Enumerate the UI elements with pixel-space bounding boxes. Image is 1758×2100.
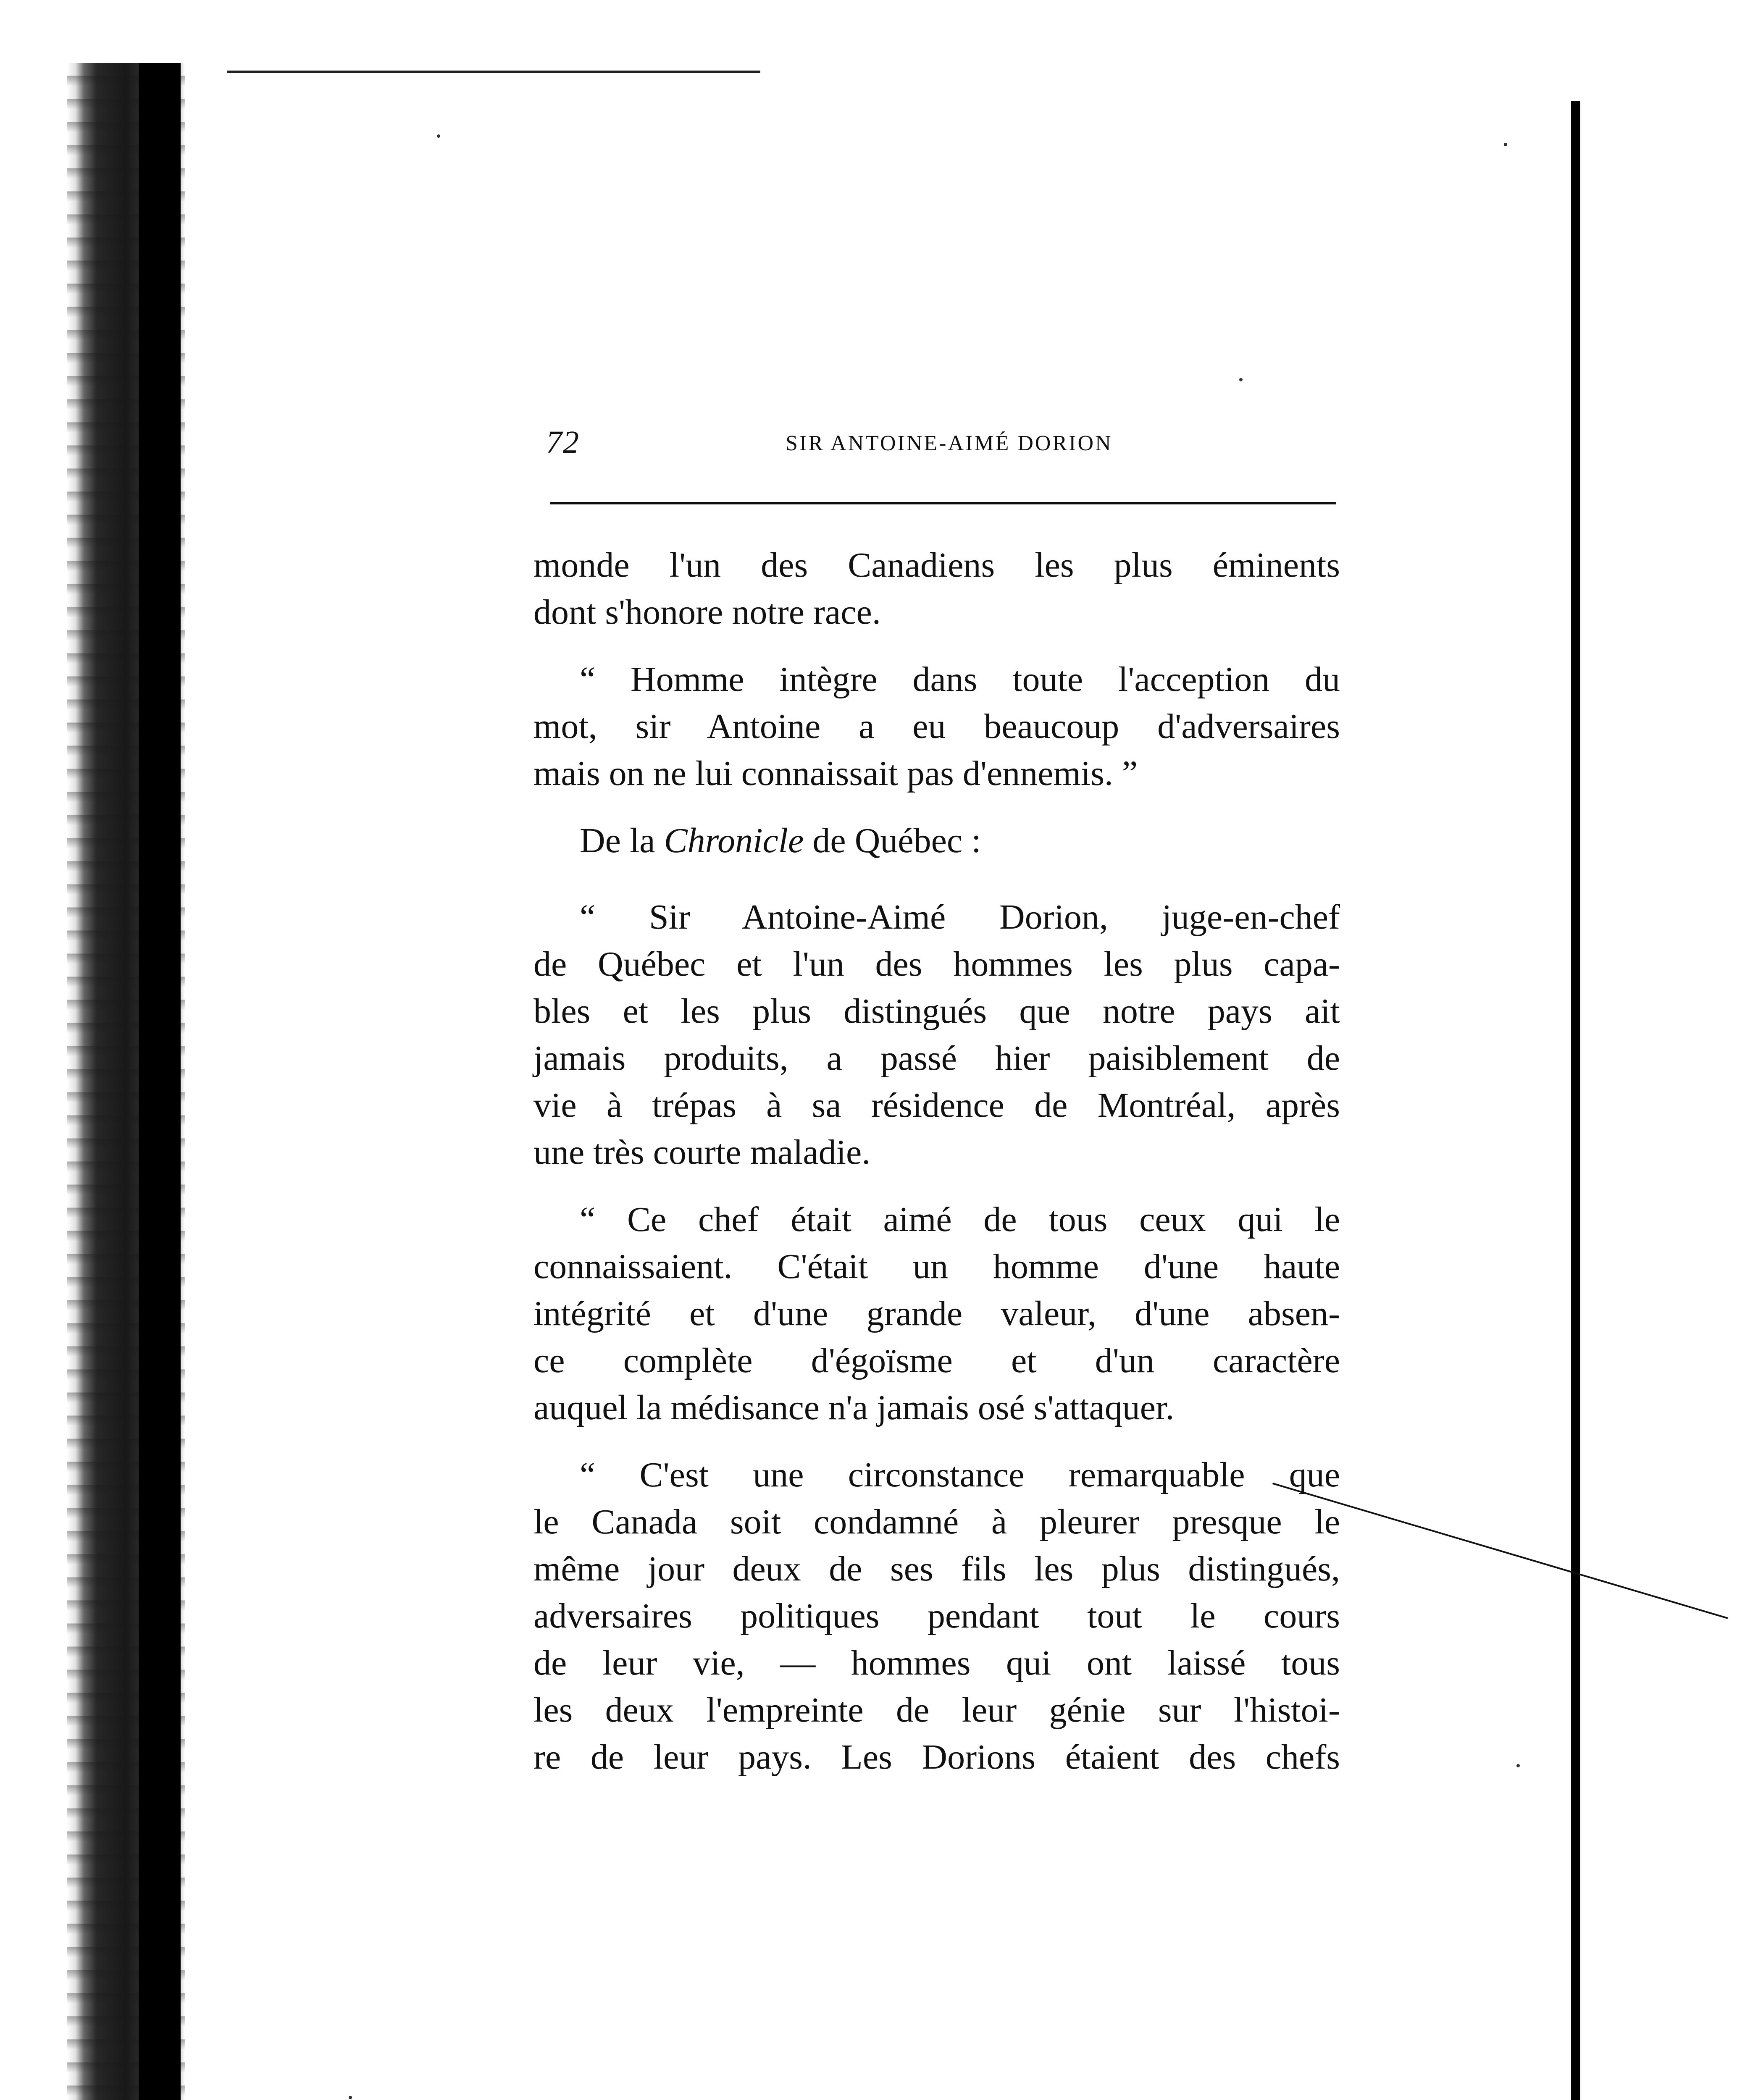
scan-speck [1239,378,1243,381]
text-line: dont s'honore notre race. [533,593,881,632]
text-line: auquel la médisance n'a jamais osé s'attaquer. [533,1388,1175,1427]
text-line: monde l'un des Canadiens les plus éminents [533,546,1340,585]
text-line: une très courte maladie. [533,1133,871,1172]
text-line: connaissaient. C'était un homme d'une haute [533,1247,1340,1286]
text-line: adversaires politiques pendant tout le cours [533,1596,1340,1635]
paragraph [533,894,1340,1176]
scan-right-edge [1571,101,1580,2100]
scan-speck [1516,1764,1520,1767]
source-intro-prefix: De la [580,821,664,860]
text-line: mot, sir Antoine a eu beaucoup d'adversaires [533,707,1340,746]
source-title: Chronicle [664,821,804,860]
text-line: “ Ce chef était aimé de tous ceux qui le [580,1200,1340,1239]
source-intro-suffix: de Québec : [804,821,981,860]
scan-speck [437,134,440,138]
text-line: même jour deux de ses fils les plus distingués, [533,1549,1340,1588]
text-line: de Québec et l'un des hommes les plus capa- [533,945,1340,984]
scan-speck [1504,143,1507,146]
paragraph [533,542,1340,636]
page-number: 72 [546,425,580,460]
scan-top-edge-mark [227,71,760,73]
scan-speck [349,2096,352,2099]
running-head: SIR ANTOINE-AIMÉ DORION [786,431,1113,455]
source-intro [533,817,1340,864]
text-line: “ Homme intègre dans toute l'acception du [580,660,1340,699]
text-line: “ Sir Antoine-Aimé Dorion, juge-en-chef [580,898,1340,937]
text-line: jamais produits, a passé hier paisiblement de [533,1039,1340,1078]
text-line: de leur vie, — hommes qui ont laissé tous [533,1643,1340,1683]
header-rule [550,502,1336,504]
text-line: “ C'est une circonstance remarquable que [580,1455,1340,1494]
text-line: re de leur pays. Les Dorions étaient des chefs [533,1738,1340,1777]
text-line: ce complète d'égoïsme et d'un caractère [533,1341,1340,1380]
paragraph [533,1196,1340,1431]
page-header [529,416,1340,475]
paragraph [533,1452,1340,1781]
text-line: intégrité et d'une grande valeur, d'une absen- [533,1294,1340,1333]
text-line: les deux l'empreinte de leur génie sur l'histoi- [533,1690,1340,1730]
scanner-binding-edge [139,63,181,2100]
pen-stroke-mark [1272,1483,1728,1619]
text-line: le Canada soit condamné à pleurer presque le [533,1502,1340,1541]
text-line: bles et les plus distingués que notre pays ait [533,992,1340,1031]
text-line: mais on ne lui connaissait pas d'ennemis. ” [533,754,1138,793]
paragraph [533,656,1340,797]
body-text [533,542,1340,1801]
text-line: vie à trépas à sa résidence de Montréal, après [533,1086,1340,1125]
